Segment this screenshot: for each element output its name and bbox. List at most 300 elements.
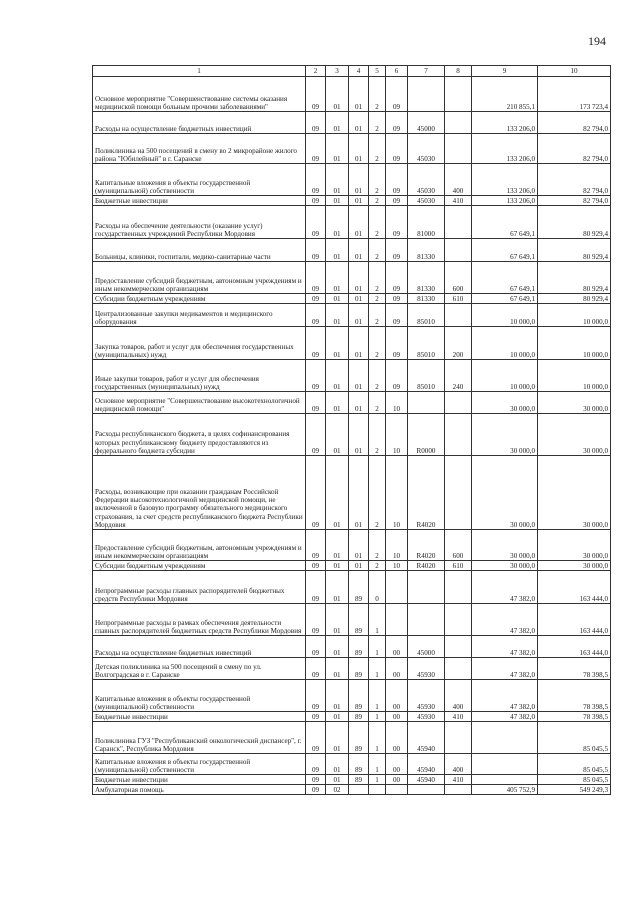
- row-cell: R4020: [408, 530, 445, 561]
- table-row: [93, 304, 611, 327]
- row-cell: 89: [349, 722, 369, 754]
- row-description: Непрограммные расходы главных распорядителей бюджетных средств Республики Мордовия: [93, 571, 306, 604]
- table-row: [93, 722, 611, 754]
- row-cell: 200: [445, 327, 472, 360]
- row-cell: 01: [349, 164, 369, 196]
- row-cell: [445, 392, 472, 414]
- row-cell: 01: [326, 680, 349, 712]
- row-cell: 01: [326, 712, 349, 722]
- row-cell: 2: [369, 77, 386, 112]
- row-cell: 2: [369, 134, 386, 164]
- row-cell: 09: [306, 360, 326, 392]
- row-cell: 1: [369, 775, 386, 785]
- row-cell: 67 649,1: [472, 294, 538, 304]
- row-cell: [445, 571, 472, 604]
- row-cell: 610: [445, 294, 472, 304]
- row-cell: [349, 785, 369, 795]
- row-cell: 09: [306, 775, 326, 785]
- row-cell: 09: [306, 658, 326, 680]
- row-cell: [445, 456, 472, 530]
- row-cell: 09: [386, 262, 408, 294]
- row-description: Бюджетные инвестиции: [93, 775, 306, 785]
- row-cell: 2: [369, 392, 386, 414]
- row-description: Предоставление субсидий бюджетным, автономным учреждениям и иным некоммерческим организациям: [93, 530, 306, 561]
- row-cell: 00: [386, 712, 408, 722]
- row-cell: 30 000,0: [472, 392, 538, 414]
- row-cell: 09: [306, 239, 326, 262]
- table-row: [93, 561, 611, 571]
- row-cell: 2: [369, 456, 386, 530]
- row-cell: [445, 77, 472, 112]
- row-description: Капитальные вложения в объекты государственной (муниципальной) собственности: [93, 754, 306, 775]
- table-row: [93, 785, 611, 795]
- row-cell: 09: [386, 206, 408, 239]
- row-cell: 80 929,4: [538, 262, 611, 294]
- row-description: Основное мероприятие "Совершенствование системы оказания медицинской помощи больным прочими заболеваниями": [93, 77, 306, 112]
- row-cell: 09: [306, 680, 326, 712]
- row-cell: 610: [445, 561, 472, 571]
- row-cell: 89: [349, 658, 369, 680]
- row-cell: 78 398,5: [538, 658, 611, 680]
- row-cell: 09: [306, 164, 326, 196]
- row-cell: 01: [349, 414, 369, 456]
- row-cell: 01: [326, 112, 349, 134]
- row-cell: 45930: [408, 658, 445, 680]
- row-cell: 78 398,5: [538, 680, 611, 712]
- row-cell: 01: [349, 77, 369, 112]
- row-cell: 410: [445, 712, 472, 722]
- row-cell: 09: [306, 327, 326, 360]
- row-cell: 30 000,0: [472, 414, 538, 456]
- row-cell: 82 794,0: [538, 112, 611, 134]
- row-cell: 47 382,0: [472, 712, 538, 722]
- row-cell: 89: [349, 775, 369, 785]
- row-cell: 00: [386, 722, 408, 754]
- row-cell: 01: [349, 112, 369, 134]
- row-cell: 85010: [408, 327, 445, 360]
- row-cell: 09: [386, 294, 408, 304]
- table-row: [93, 456, 611, 530]
- row-cell: [445, 636, 472, 658]
- row-cell: 45930: [408, 712, 445, 722]
- row-cell: [445, 134, 472, 164]
- row-cell: 400: [445, 164, 472, 196]
- column-header: 10: [538, 66, 611, 77]
- row-cell: 67 649,1: [472, 239, 538, 262]
- row-cell: 10: [386, 456, 408, 530]
- row-cell: 09: [386, 327, 408, 360]
- column-header: 2: [306, 66, 326, 77]
- table-row: [93, 77, 611, 112]
- row-cell: [408, 785, 445, 795]
- row-cell: 89: [349, 754, 369, 775]
- row-cell: 00: [386, 754, 408, 775]
- row-cell: 01: [326, 304, 349, 327]
- row-cell: [445, 604, 472, 636]
- table-row: [93, 754, 611, 775]
- row-cell: 85 045,5: [538, 775, 611, 785]
- table-row: [93, 164, 611, 196]
- row-cell: 00: [386, 680, 408, 712]
- row-cell: 09: [386, 164, 408, 196]
- row-cell: 01: [349, 530, 369, 561]
- row-cell: 173 723,4: [538, 77, 611, 112]
- row-cell: 30 000,0: [538, 530, 611, 561]
- row-cell: 09: [306, 636, 326, 658]
- row-cell: 01: [326, 77, 349, 112]
- row-cell: 80 929,4: [538, 206, 611, 239]
- row-cell: [386, 785, 408, 795]
- row-cell: 2: [369, 414, 386, 456]
- row-description: Предоставление субсидий бюджетным, автономным учреждениям и иным некоммерческим организациям: [93, 262, 306, 294]
- row-cell: [472, 775, 538, 785]
- row-cell: 89: [349, 571, 369, 604]
- row-cell: 09: [386, 134, 408, 164]
- row-cell: [445, 304, 472, 327]
- row-cell: 01: [349, 327, 369, 360]
- row-cell: 2: [369, 561, 386, 571]
- row-cell: 10: [386, 561, 408, 571]
- row-cell: 81330: [408, 294, 445, 304]
- row-cell: 30 000,0: [472, 530, 538, 561]
- row-cell: 2: [369, 262, 386, 294]
- row-description: Бюджетные инвестиции: [93, 196, 306, 206]
- row-cell: 09: [306, 722, 326, 754]
- budget-table: [92, 65, 611, 795]
- row-cell: 01: [349, 561, 369, 571]
- row-cell: 163 444,0: [538, 636, 611, 658]
- row-cell: [472, 754, 538, 775]
- row-cell: 01: [326, 196, 349, 206]
- page-number: 194: [588, 34, 606, 48]
- table-row: [93, 196, 611, 206]
- row-cell: 45030: [408, 196, 445, 206]
- row-cell: 09: [306, 112, 326, 134]
- row-cell: [445, 658, 472, 680]
- row-cell: 09: [306, 712, 326, 722]
- row-cell: 01: [349, 239, 369, 262]
- row-cell: 45000: [408, 636, 445, 658]
- row-description: Субсидии бюджетным учреждениям: [93, 561, 306, 571]
- row-cell: 400: [445, 680, 472, 712]
- column-header: 9: [472, 66, 538, 77]
- row-cell: 01: [326, 561, 349, 571]
- row-cell: 09: [306, 304, 326, 327]
- row-description: Расходы на осуществление бюджетных инвестиций: [93, 112, 306, 134]
- row-cell: [445, 239, 472, 262]
- row-cell: 89: [349, 712, 369, 722]
- row-cell: 67 649,1: [472, 206, 538, 239]
- row-cell: 09: [306, 754, 326, 775]
- row-cell: 02: [326, 785, 349, 795]
- row-cell: 81000: [408, 206, 445, 239]
- column-header: 4: [349, 66, 369, 77]
- row-cell: 09: [386, 304, 408, 327]
- row-cell: 133 206,0: [472, 196, 538, 206]
- row-cell: 01: [349, 392, 369, 414]
- row-cell: 45000: [408, 112, 445, 134]
- row-cell: [445, 722, 472, 754]
- row-cell: 30 000,0: [538, 456, 611, 530]
- row-description: Поликлиника ГУЗ "Республиканский онкологический диспансер", г. Саранск", Республика Мордовия: [93, 722, 306, 754]
- row-cell: 45940: [408, 775, 445, 785]
- row-cell: 01: [326, 658, 349, 680]
- row-cell: 10: [386, 414, 408, 456]
- row-cell: [408, 571, 445, 604]
- row-cell: 01: [326, 360, 349, 392]
- row-cell: 01: [326, 754, 349, 775]
- row-cell: 01: [349, 360, 369, 392]
- column-header: 8: [445, 66, 472, 77]
- row-cell: 01: [349, 294, 369, 304]
- row-cell: 163 444,0: [538, 571, 611, 604]
- row-cell: 10: [386, 530, 408, 561]
- row-cell: 47 382,0: [472, 636, 538, 658]
- row-cell: R4020: [408, 561, 445, 571]
- row-cell: 81330: [408, 262, 445, 294]
- row-cell: 2: [369, 196, 386, 206]
- table-row: [93, 134, 611, 164]
- row-cell: 30 000,0: [472, 456, 538, 530]
- row-cell: 01: [326, 530, 349, 561]
- table-row: [93, 636, 611, 658]
- row-cell: 549 249,3: [538, 785, 611, 795]
- row-description: Капитальные вложения в объекты государственной (муниципальной) собственности: [93, 164, 306, 196]
- row-cell: 01: [326, 294, 349, 304]
- row-description: Амбулаторная помощь: [93, 785, 306, 795]
- row-cell: 45930: [408, 680, 445, 712]
- row-cell: 133 206,0: [472, 112, 538, 134]
- row-cell: 82 794,0: [538, 164, 611, 196]
- table-header-row: [93, 66, 611, 77]
- table-row: [93, 360, 611, 392]
- row-description: Закупка товаров, работ и услуг для обеспечения государственных (муниципальных) нужд: [93, 327, 306, 360]
- row-cell: 09: [306, 604, 326, 636]
- row-cell: [408, 77, 445, 112]
- row-cell: 2: [369, 530, 386, 561]
- row-cell: 82 794,0: [538, 134, 611, 164]
- row-cell: 10 000,0: [538, 360, 611, 392]
- row-cell: 01: [349, 456, 369, 530]
- row-cell: [408, 392, 445, 414]
- row-cell: 09: [306, 196, 326, 206]
- table-row: [93, 294, 611, 304]
- row-cell: 47 382,0: [472, 571, 538, 604]
- row-cell: 01: [326, 414, 349, 456]
- row-cell: 410: [445, 196, 472, 206]
- row-description: Непрограммные расходы в рамках обеспечения деятельности главных распорядителей бюджетных средств Республики Мордовия: [93, 604, 306, 636]
- row-cell: 1: [369, 604, 386, 636]
- row-cell: 09: [386, 360, 408, 392]
- column-header: 3: [326, 66, 349, 77]
- row-cell: [445, 112, 472, 134]
- table-row: [93, 392, 611, 414]
- row-cell: 09: [306, 456, 326, 530]
- row-cell: 1: [369, 712, 386, 722]
- table-row: [93, 658, 611, 680]
- row-cell: 01: [326, 327, 349, 360]
- row-cell: 2: [369, 360, 386, 392]
- row-cell: [386, 571, 408, 604]
- row-cell: 67 649,1: [472, 262, 538, 294]
- row-cell: 85010: [408, 304, 445, 327]
- row-cell: [445, 414, 472, 456]
- row-cell: 01: [326, 392, 349, 414]
- row-cell: 01: [326, 604, 349, 636]
- row-cell: R0000: [408, 414, 445, 456]
- row-description: Расходы на осуществление бюджетных инвестиций: [93, 636, 306, 658]
- row-cell: 09: [306, 571, 326, 604]
- row-cell: 09: [386, 112, 408, 134]
- row-description: Расходы республиканского бюджета, в целях софинансирования которых республиканскому бюджету предоставляются из федерального бюджета субсидии: [93, 414, 306, 456]
- row-cell: [445, 785, 472, 795]
- row-cell: 2: [369, 294, 386, 304]
- row-cell: [472, 722, 538, 754]
- row-cell: 47 382,0: [472, 604, 538, 636]
- row-cell: 30 000,0: [472, 561, 538, 571]
- column-header: 6: [386, 66, 408, 77]
- row-cell: 45030: [408, 134, 445, 164]
- row-cell: 1: [369, 754, 386, 775]
- row-cell: 09: [306, 262, 326, 294]
- row-description: Капитальные вложения в объекты государственной (муниципальной) собственности: [93, 680, 306, 712]
- row-description: Бюджетные инвестиции: [93, 712, 306, 722]
- row-cell: 10: [386, 392, 408, 414]
- row-cell: 405 752,9: [472, 785, 538, 795]
- row-cell: 47 382,0: [472, 680, 538, 712]
- row-description: Больницы, клиники, госпитали, медико-санитарные части: [93, 239, 306, 262]
- row-cell: 00: [386, 775, 408, 785]
- row-cell: R4020: [408, 456, 445, 530]
- row-cell: [445, 206, 472, 239]
- row-cell: 45030: [408, 164, 445, 196]
- table-row: [93, 712, 611, 722]
- row-cell: 01: [349, 262, 369, 294]
- row-description: Основное мероприятие "Совершенствование высокотехнологичной медицинской помощи": [93, 392, 306, 414]
- row-description: Расходы на обеспечение деятельности (оказание услуг) государственных учреждений Республики Мордовия: [93, 206, 306, 239]
- table-row: [93, 327, 611, 360]
- row-cell: 85 045,5: [538, 722, 611, 754]
- row-cell: 2: [369, 327, 386, 360]
- row-cell: 01: [326, 262, 349, 294]
- row-cell: 09: [386, 77, 408, 112]
- row-cell: 01: [326, 206, 349, 239]
- table-row: [93, 206, 611, 239]
- row-cell: 1: [369, 680, 386, 712]
- row-cell: [386, 604, 408, 636]
- row-cell: 10 000,0: [472, 304, 538, 327]
- row-cell: 09: [306, 206, 326, 239]
- row-cell: 80 929,4: [538, 239, 611, 262]
- row-cell: 1: [369, 636, 386, 658]
- column-header: 1: [93, 66, 306, 77]
- column-header: 7: [408, 66, 445, 77]
- row-cell: 01: [326, 636, 349, 658]
- row-cell: 09: [306, 77, 326, 112]
- table-row: [93, 604, 611, 636]
- row-cell: 400: [445, 754, 472, 775]
- row-cell: 01: [326, 775, 349, 785]
- row-cell: 01: [349, 196, 369, 206]
- row-cell: 01: [326, 571, 349, 604]
- row-cell: 09: [306, 134, 326, 164]
- row-cell: 2: [369, 164, 386, 196]
- row-cell: 81330: [408, 239, 445, 262]
- row-cell: [408, 604, 445, 636]
- row-cell: 85010: [408, 360, 445, 392]
- row-cell: 09: [386, 196, 408, 206]
- row-description: Субсидии бюджетным учреждениям: [93, 294, 306, 304]
- row-cell: 00: [386, 636, 408, 658]
- row-cell: 163 444,0: [538, 604, 611, 636]
- row-description: Детская поликлиника на 500 посещений в смену по ул. Волгоградская в г. Саранске: [93, 658, 306, 680]
- table-row: [93, 680, 611, 712]
- row-cell: 10 000,0: [538, 304, 611, 327]
- table-row: [93, 530, 611, 561]
- row-cell: 0: [369, 571, 386, 604]
- row-cell: 30 000,0: [538, 414, 611, 456]
- row-cell: 30 000,0: [538, 392, 611, 414]
- table-row: [93, 414, 611, 456]
- row-cell: 1: [369, 722, 386, 754]
- row-cell: 2: [369, 304, 386, 327]
- table-row: [93, 262, 611, 294]
- table-row: [93, 571, 611, 604]
- row-cell: 00: [386, 658, 408, 680]
- row-cell: 01: [349, 206, 369, 239]
- row-cell: 09: [306, 392, 326, 414]
- row-cell: 09: [306, 414, 326, 456]
- row-cell: 2: [369, 112, 386, 134]
- row-cell: 10 000,0: [538, 327, 611, 360]
- row-cell: 01: [349, 304, 369, 327]
- row-cell: 410: [445, 775, 472, 785]
- row-cell: 10 000,0: [472, 327, 538, 360]
- row-cell: 82 794,0: [538, 196, 611, 206]
- row-description: Централизованные закупки медикаментов и медицинского оборудования: [93, 304, 306, 327]
- row-cell: 10 000,0: [472, 360, 538, 392]
- row-cell: [369, 785, 386, 795]
- row-cell: 09: [306, 294, 326, 304]
- row-cell: 45940: [408, 722, 445, 754]
- row-cell: 01: [326, 722, 349, 754]
- row-cell: 09: [386, 239, 408, 262]
- row-cell: 09: [306, 561, 326, 571]
- row-cell: 2: [369, 206, 386, 239]
- row-cell: 47 382,0: [472, 658, 538, 680]
- row-cell: 89: [349, 680, 369, 712]
- row-cell: 133 206,0: [472, 164, 538, 196]
- row-cell: 78 398,5: [538, 712, 611, 722]
- column-header: 5: [369, 66, 386, 77]
- row-cell: 600: [445, 530, 472, 561]
- row-cell: 89: [349, 604, 369, 636]
- row-cell: 1: [369, 658, 386, 680]
- row-cell: 80 929,4: [538, 294, 611, 304]
- row-description: Поликлиника на 500 посещений в смену во 2 микрорайоне жилого района "Юбилейный" в г. Саранске: [93, 134, 306, 164]
- row-cell: 01: [326, 134, 349, 164]
- row-cell: 133 206,0: [472, 134, 538, 164]
- table-row: [93, 775, 611, 785]
- row-cell: 01: [326, 239, 349, 262]
- row-cell: 01: [326, 164, 349, 196]
- row-cell: 89: [349, 636, 369, 658]
- row-cell: 01: [326, 456, 349, 530]
- row-cell: 210 855,1: [472, 77, 538, 112]
- table-row: [93, 239, 611, 262]
- table-row: [93, 112, 611, 134]
- row-cell: 600: [445, 262, 472, 294]
